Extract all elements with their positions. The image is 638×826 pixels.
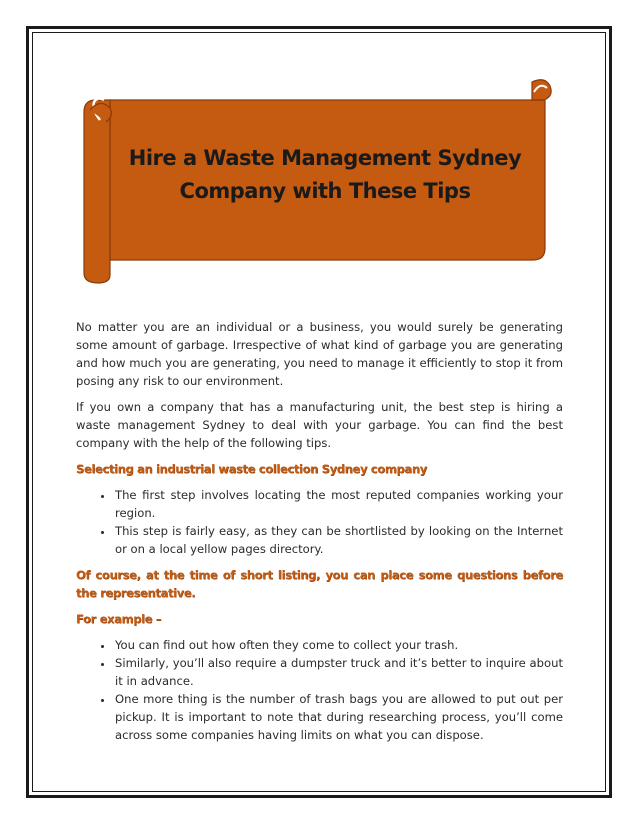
list-item: • Similarly, you’ll also require a dumpster truck and it’s better to inquire about it in advance. xyxy=(113,654,563,690)
page-title xyxy=(110,142,540,208)
list-item: • The first step involves locating the most reputed companies working your region. xyxy=(113,486,563,522)
list-item: • This step is fairly easy, as they can be shortlisted by looking on the Internet or on a local yellow pages directory. xyxy=(113,522,563,558)
article-body xyxy=(76,318,563,752)
section-heading-selecting: Selecting an industrial waste collection Sydney company xyxy=(76,462,427,476)
section-heading-questions: Of course, at the time of short listing, you can place some questions before the representative. xyxy=(76,568,563,600)
list-item: • You can find out how often they come to collect your trash. xyxy=(113,636,563,654)
section-subheading-example: For example – xyxy=(76,612,162,626)
title-line-1: Hire a Waste Management Sydney xyxy=(128,146,522,170)
list-item: • One more thing is the number of trash bags you are allowed to put out per pickup. It is important to note that during researching process, you’ll come across some companies having limits on what you can dispose. xyxy=(113,690,563,744)
intro-paragraph-1: No matter you are an individual or a business, you would surely be generating some amount of garbage. Irrespective of what kind of garbage you are generating and how much you are generating, you need to manage it efficiently to stop it from posing any risk to our environment. xyxy=(76,320,563,388)
bullet-list-questions xyxy=(76,636,563,744)
bullet-list-selecting xyxy=(76,486,563,558)
intro-paragraph-2: If you own a company that has a manufacturing unit, the best step is hiring a waste management Sydney to deal with your garbage. You can find the best company with the help of the following tips. xyxy=(76,400,563,450)
title-line-2: Company with These Tips xyxy=(179,179,471,203)
